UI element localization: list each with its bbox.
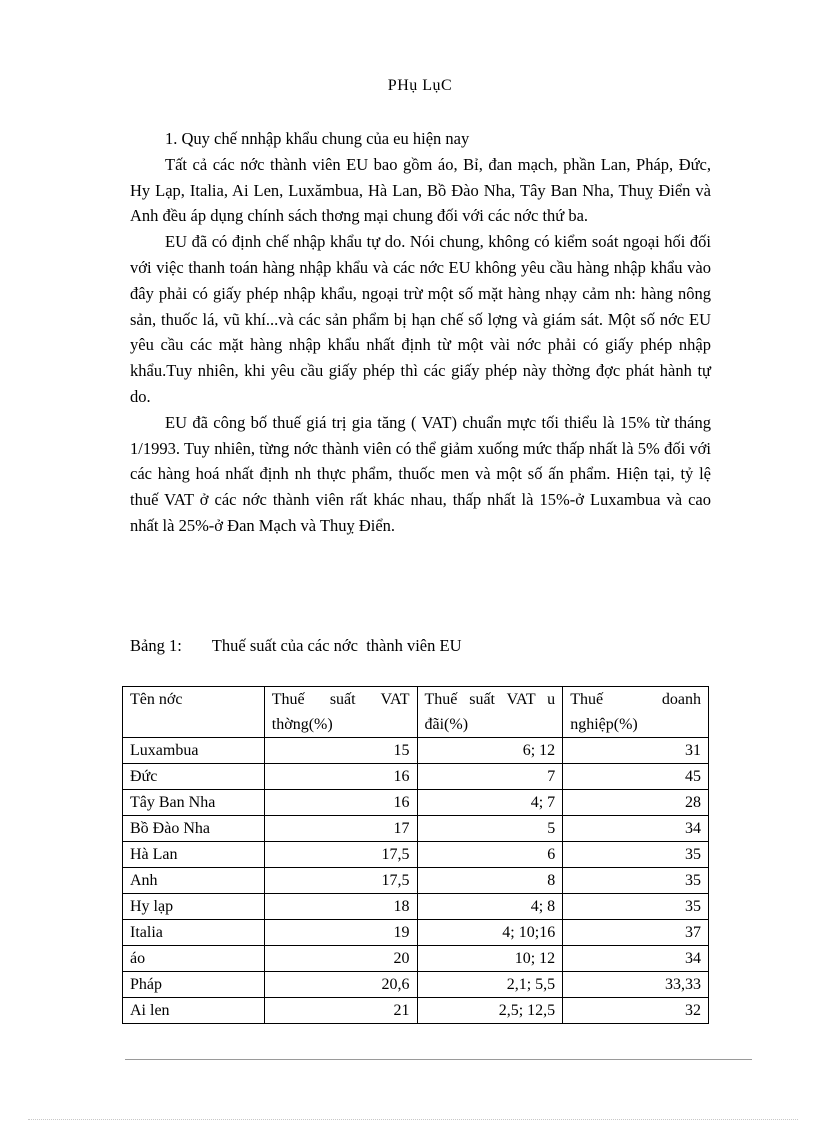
table-row xyxy=(123,894,709,920)
value-cell: 17,5 xyxy=(264,868,417,894)
country-cell: Tây Ban Nha xyxy=(123,790,265,816)
header-vat-reduced: Thuế suất VAT u đãi(%) xyxy=(417,687,563,738)
value-cell: 35 xyxy=(563,842,709,868)
value-cell: 7 xyxy=(417,764,563,790)
country-cell: Hy lạp xyxy=(123,894,265,920)
country-cell: Ai len xyxy=(123,998,265,1024)
value-cell: 35 xyxy=(563,868,709,894)
table-caption-text: Thuế suất của các nớc thành viên EU xyxy=(211,636,462,655)
table-body xyxy=(123,738,709,1024)
value-cell: 37 xyxy=(563,920,709,946)
table-row xyxy=(123,920,709,946)
country-cell: Đức xyxy=(123,764,265,790)
table-caption-label: Bảng 1: xyxy=(130,636,182,655)
table-row xyxy=(123,998,709,1024)
value-cell: 20 xyxy=(264,946,417,972)
value-cell: 2,5; 12,5 xyxy=(417,998,563,1024)
value-cell: 34 xyxy=(563,946,709,972)
page-title: PHụ LụC xyxy=(387,77,453,94)
footer-divider xyxy=(125,1059,752,1060)
value-cell: 6 xyxy=(417,842,563,868)
country-cell: Italia xyxy=(123,920,265,946)
header-country: Tên nớc xyxy=(123,687,265,738)
value-cell: 17,5 xyxy=(264,842,417,868)
header-vat-standard: Thuế suất VAT thờng(%) xyxy=(264,687,417,738)
country-cell: Luxambua xyxy=(123,738,265,764)
country-cell: Bồ Đào Nha xyxy=(123,816,265,842)
header-corporate-tax: Thuế doanh nghiệp(%) xyxy=(563,687,709,738)
value-cell: 28 xyxy=(563,790,709,816)
country-cell: Pháp xyxy=(123,972,265,998)
paragraph: EU đã có định chế nhập khẩu tự do. Nói chung, không có kiểm soát ngoại hối đối với việc thanh toán hàng nhập khẩu và các nớc EU không yêu cầu hàng nhập khẩu vào đây phải có giấy phép nhập khẩu, ngoại trừ một số mặt hàng nhạy cảm nh: hàng nông sản, thuốc lá, vũ khí...và các sản phẩm bị hạn chế số lợng và giám sát. Một số nớc EU yêu cầu các mặt hàng nhập khẩu nhất định từ một vài nớc phải có giấy phép nhập khẩu.Tuy nhiên, khi yêu cầu giấy phép thì các giấy phép này thờng đợc phát hành tự do. xyxy=(130,232,711,406)
section-heading: 1. Quy chế nnhập khẩu chung của eu hiện nay xyxy=(165,129,470,148)
table-row xyxy=(123,868,709,894)
value-cell: 16 xyxy=(264,764,417,790)
country-cell: Anh xyxy=(123,868,265,894)
table-row xyxy=(123,790,709,816)
value-cell: 4; 7 xyxy=(417,790,563,816)
value-cell: 32 xyxy=(563,998,709,1024)
tax-rate-table xyxy=(122,686,709,1024)
table-row xyxy=(123,946,709,972)
value-cell: 33,33 xyxy=(563,972,709,998)
value-cell: 10; 12 xyxy=(417,946,563,972)
paragraph: Tất cả các nớc thành viên EU bao gồm áo, Bỉ, đan mạch, phần Lan, Pháp, Đức, Hy Lạp, Italia, Ai Len, Luxămbua, Hà Lan, Bồ Đào Nha, Tây Ban Nha, Thuỵ Điển và Anh đều áp dụng chính sách thơng mại chung đối với các nớc thứ ba. xyxy=(130,154,711,226)
value-cell: 4; 10;16 xyxy=(417,920,563,946)
value-cell: 45 xyxy=(563,764,709,790)
body-text xyxy=(130,126,711,539)
table-row xyxy=(123,738,709,764)
page-bottom-border xyxy=(28,1119,798,1120)
value-cell: 21 xyxy=(264,998,417,1024)
table-row xyxy=(123,972,709,998)
table-caption xyxy=(130,636,462,656)
value-cell: 8 xyxy=(417,868,563,894)
value-cell: 2,1; 5,5 xyxy=(417,972,563,998)
table-row xyxy=(123,764,709,790)
value-cell: 16 xyxy=(264,790,417,816)
value-cell: 35 xyxy=(563,894,709,920)
value-cell: 20,6 xyxy=(264,972,417,998)
value-cell: 6; 12 xyxy=(417,738,563,764)
table-header-row xyxy=(123,687,709,738)
value-cell: 18 xyxy=(264,894,417,920)
value-cell: 19 xyxy=(264,920,417,946)
value-cell: 17 xyxy=(264,816,417,842)
paragraph: EU đã công bố thuế giá trị gia tăng ( VAT) chuẩn mực tối thiểu là 15% từ tháng 1/1993. Tuy nhiên, từng nớc thành viên có thể giảm xuống mức thấp nhất là 5% đối với các hàng hoá nhất định nh thực phẩm, thuốc men và một số ấn phẩm. Hiện tại, tỷ lệ thuế VAT ở các nớc thành viên rất khác nhau, thấp nhất là 15%-ở Luxambua và cao nhất là 25%-ở Đan Mạch và Thuỵ Điển. xyxy=(130,412,711,535)
value-cell: 5 xyxy=(417,816,563,842)
country-cell: áo xyxy=(123,946,265,972)
value-cell: 34 xyxy=(563,816,709,842)
value-cell: 15 xyxy=(264,738,417,764)
country-cell: Hà Lan xyxy=(123,842,265,868)
table-row xyxy=(123,816,709,842)
value-cell: 4; 8 xyxy=(417,894,563,920)
table-row xyxy=(123,842,709,868)
value-cell: 31 xyxy=(563,738,709,764)
